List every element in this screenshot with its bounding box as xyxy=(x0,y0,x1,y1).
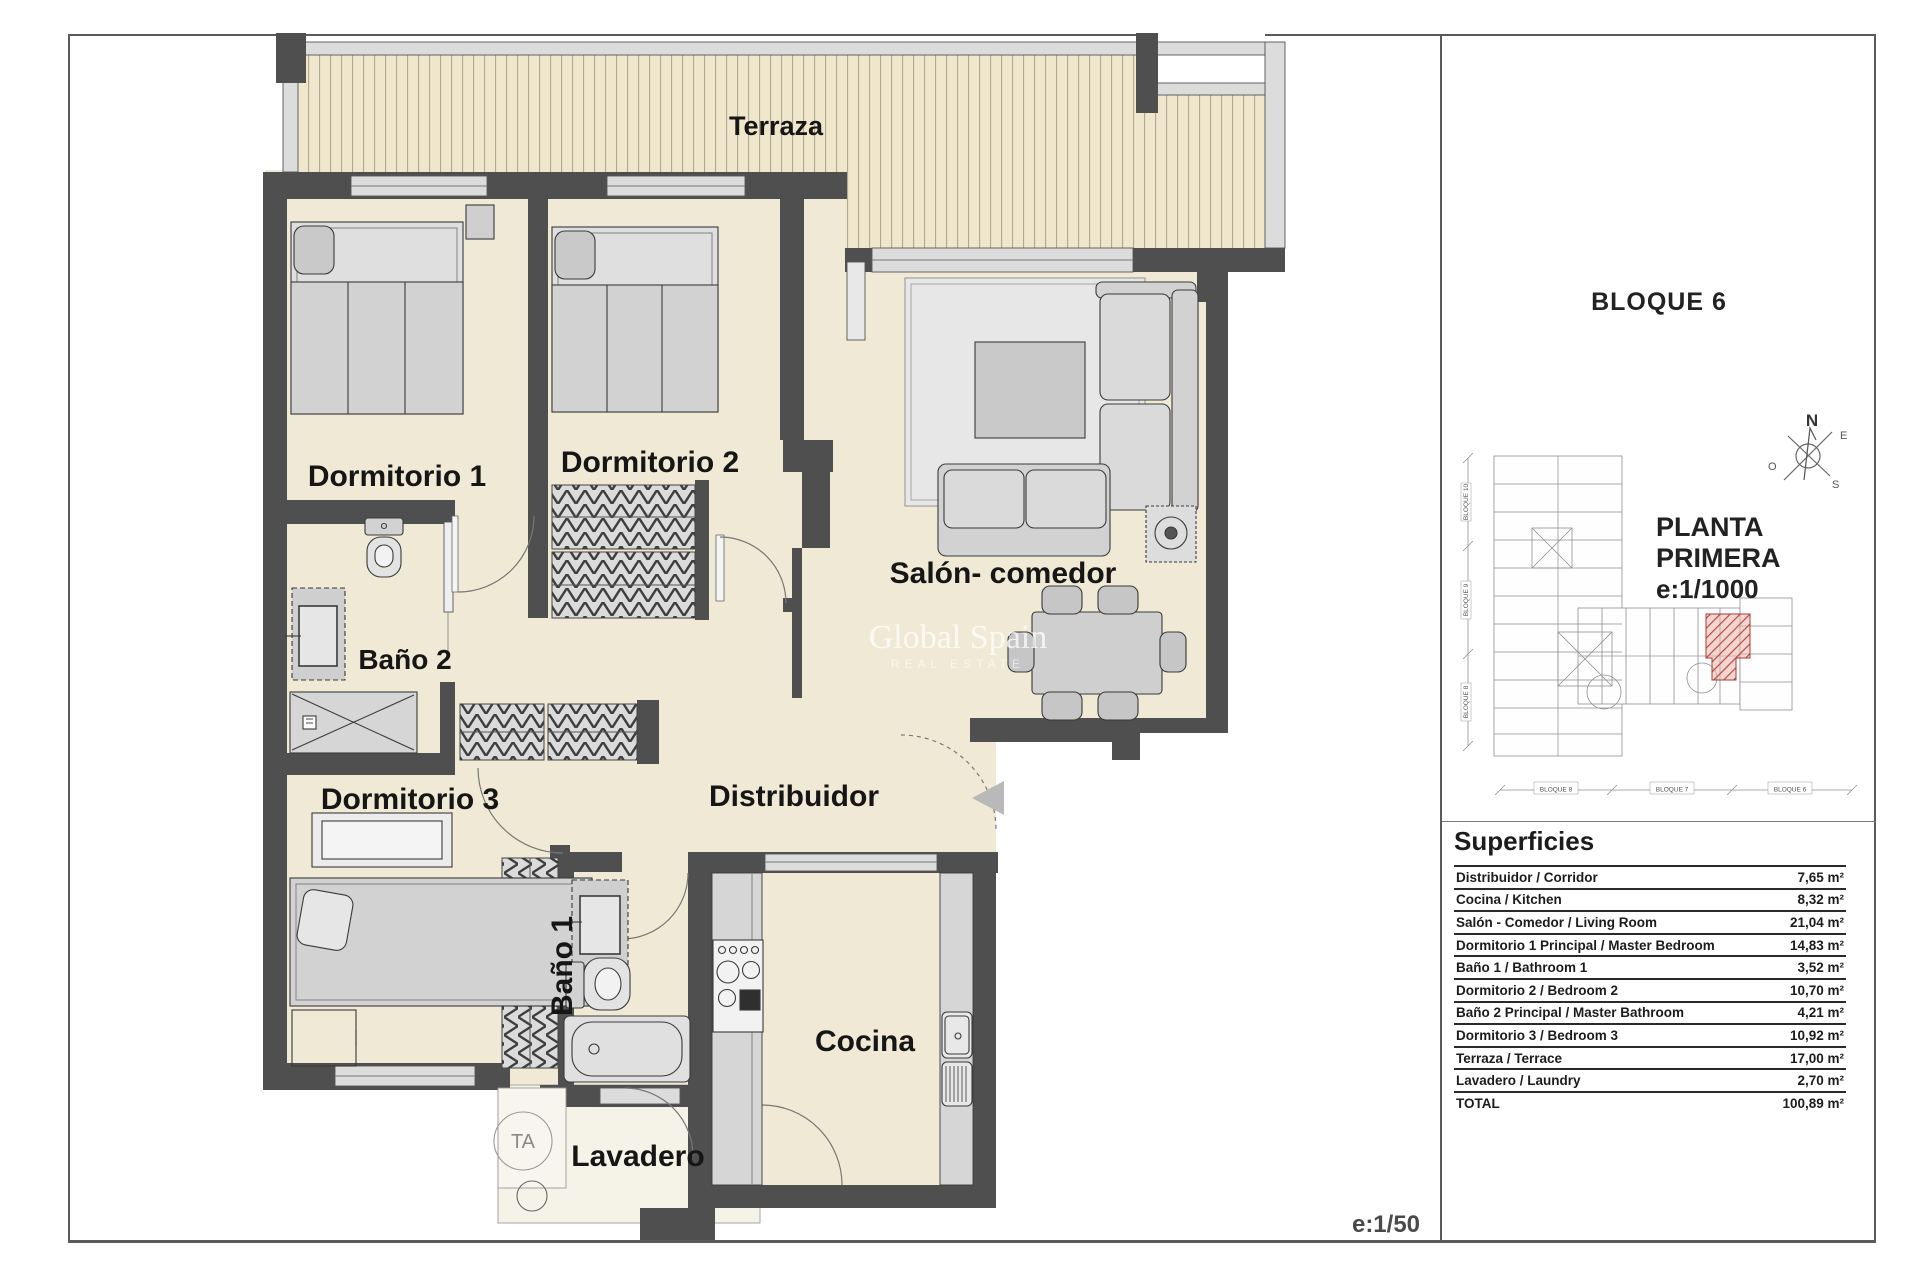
compass-e: E xyxy=(1840,430,1848,442)
compass-n: N xyxy=(1805,411,1819,430)
superficies-table xyxy=(1454,865,1846,1114)
watermark-line1: Global Spain xyxy=(868,619,1048,656)
label-distribuidor: Distribuidor xyxy=(709,780,879,813)
site-left-block-1: BLOQUE 9 xyxy=(1463,583,1470,617)
label-dormitorio3: Dormitorio 3 xyxy=(320,783,500,816)
label-terraza: Terraza xyxy=(728,111,824,141)
row-value: 3,52 m² xyxy=(1797,960,1844,976)
table-row xyxy=(1454,935,1846,958)
info-panel xyxy=(1442,34,1876,1243)
table-row xyxy=(1454,1003,1846,1026)
table-row xyxy=(1454,957,1846,980)
site-left-block-2: BLOQUE 8 xyxy=(1463,685,1470,719)
row-value: 10,70 m² xyxy=(1789,982,1844,998)
row-value: 10,92 m² xyxy=(1789,1027,1844,1043)
label-ta: TA xyxy=(510,1131,536,1153)
table-row xyxy=(1454,1025,1846,1048)
row-label: Lavadero / Laundry xyxy=(1456,1073,1581,1089)
table-row-total xyxy=(1454,1093,1846,1114)
row-value: 7,65 m² xyxy=(1797,869,1844,885)
total-label: TOTAL xyxy=(1456,1095,1500,1111)
label-bano2: Baño 2 xyxy=(358,644,452,675)
row-value: 2,70 m² xyxy=(1797,1073,1844,1089)
row-value: 4,21 m² xyxy=(1797,1005,1844,1021)
row-value: 8,32 m² xyxy=(1797,892,1844,908)
label-dormitorio2: Dormitorio 2 xyxy=(560,446,740,479)
row-label: Distribuidor / Corridor xyxy=(1456,869,1598,885)
floor-scale: e:1/1000 xyxy=(1656,574,1759,604)
table-row xyxy=(1454,1048,1846,1071)
floor-caption xyxy=(1656,512,1876,605)
table-row xyxy=(1454,1070,1846,1093)
row-value: 14,83 m² xyxy=(1789,937,1844,953)
label-cocina: Cocina xyxy=(814,1025,916,1058)
row-label: Baño 2 Principal / Master Bathroom xyxy=(1456,1005,1685,1021)
row-label: Baño 1 / Bathroom 1 xyxy=(1456,960,1588,976)
row-label: Dormitorio 1 Principal / Master Bedroom xyxy=(1456,937,1715,953)
label-bano1: Baño 1 xyxy=(546,915,579,1017)
table-row xyxy=(1454,980,1846,1003)
site-bottom-block-0: BLOQUE 8 xyxy=(1539,786,1573,794)
table-row xyxy=(1454,912,1846,935)
label-dormitorio1: Dormitorio 1 xyxy=(307,460,487,493)
label-lavadero: Lavadero xyxy=(571,1140,705,1173)
scale-note: e:1/50 xyxy=(1351,1211,1421,1238)
row-label: Dormitorio 3 / Bedroom 3 xyxy=(1456,1027,1619,1043)
site-bottom-block-2: BLOQUE 6 xyxy=(1773,786,1807,794)
row-label: Cocina / Kitchen xyxy=(1456,892,1562,908)
superficies-title: Superficies xyxy=(1454,826,1595,856)
label-salon: Salón- comedor xyxy=(889,557,1117,590)
row-label: Terraza / Terrace xyxy=(1456,1050,1563,1066)
row-label: Dormitorio 2 / Bedroom 2 xyxy=(1456,982,1619,998)
table-row xyxy=(1454,867,1846,890)
row-value: 21,04 m² xyxy=(1789,914,1844,930)
compass-s: S xyxy=(1832,479,1840,491)
site-left-block-0: BLOQUE 10 xyxy=(1463,483,1470,521)
block-title: BLOQUE 6 xyxy=(1591,288,1727,316)
floor-label: PLANTA PRIMERA xyxy=(1656,512,1781,573)
panel-separator xyxy=(1442,821,1876,822)
table-row xyxy=(1454,890,1846,913)
site-bottom-block-1: BLOQUE 7 xyxy=(1655,786,1689,794)
total-value: 100,89 m² xyxy=(1782,1095,1844,1111)
watermark-line2: REAL ESTATE xyxy=(890,657,1026,671)
row-label: Salón - Comedor / Living Room xyxy=(1456,914,1658,930)
row-value: 17,00 m² xyxy=(1789,1050,1844,1066)
compass-o: O xyxy=(1768,461,1777,473)
site-plan xyxy=(1452,446,1872,818)
